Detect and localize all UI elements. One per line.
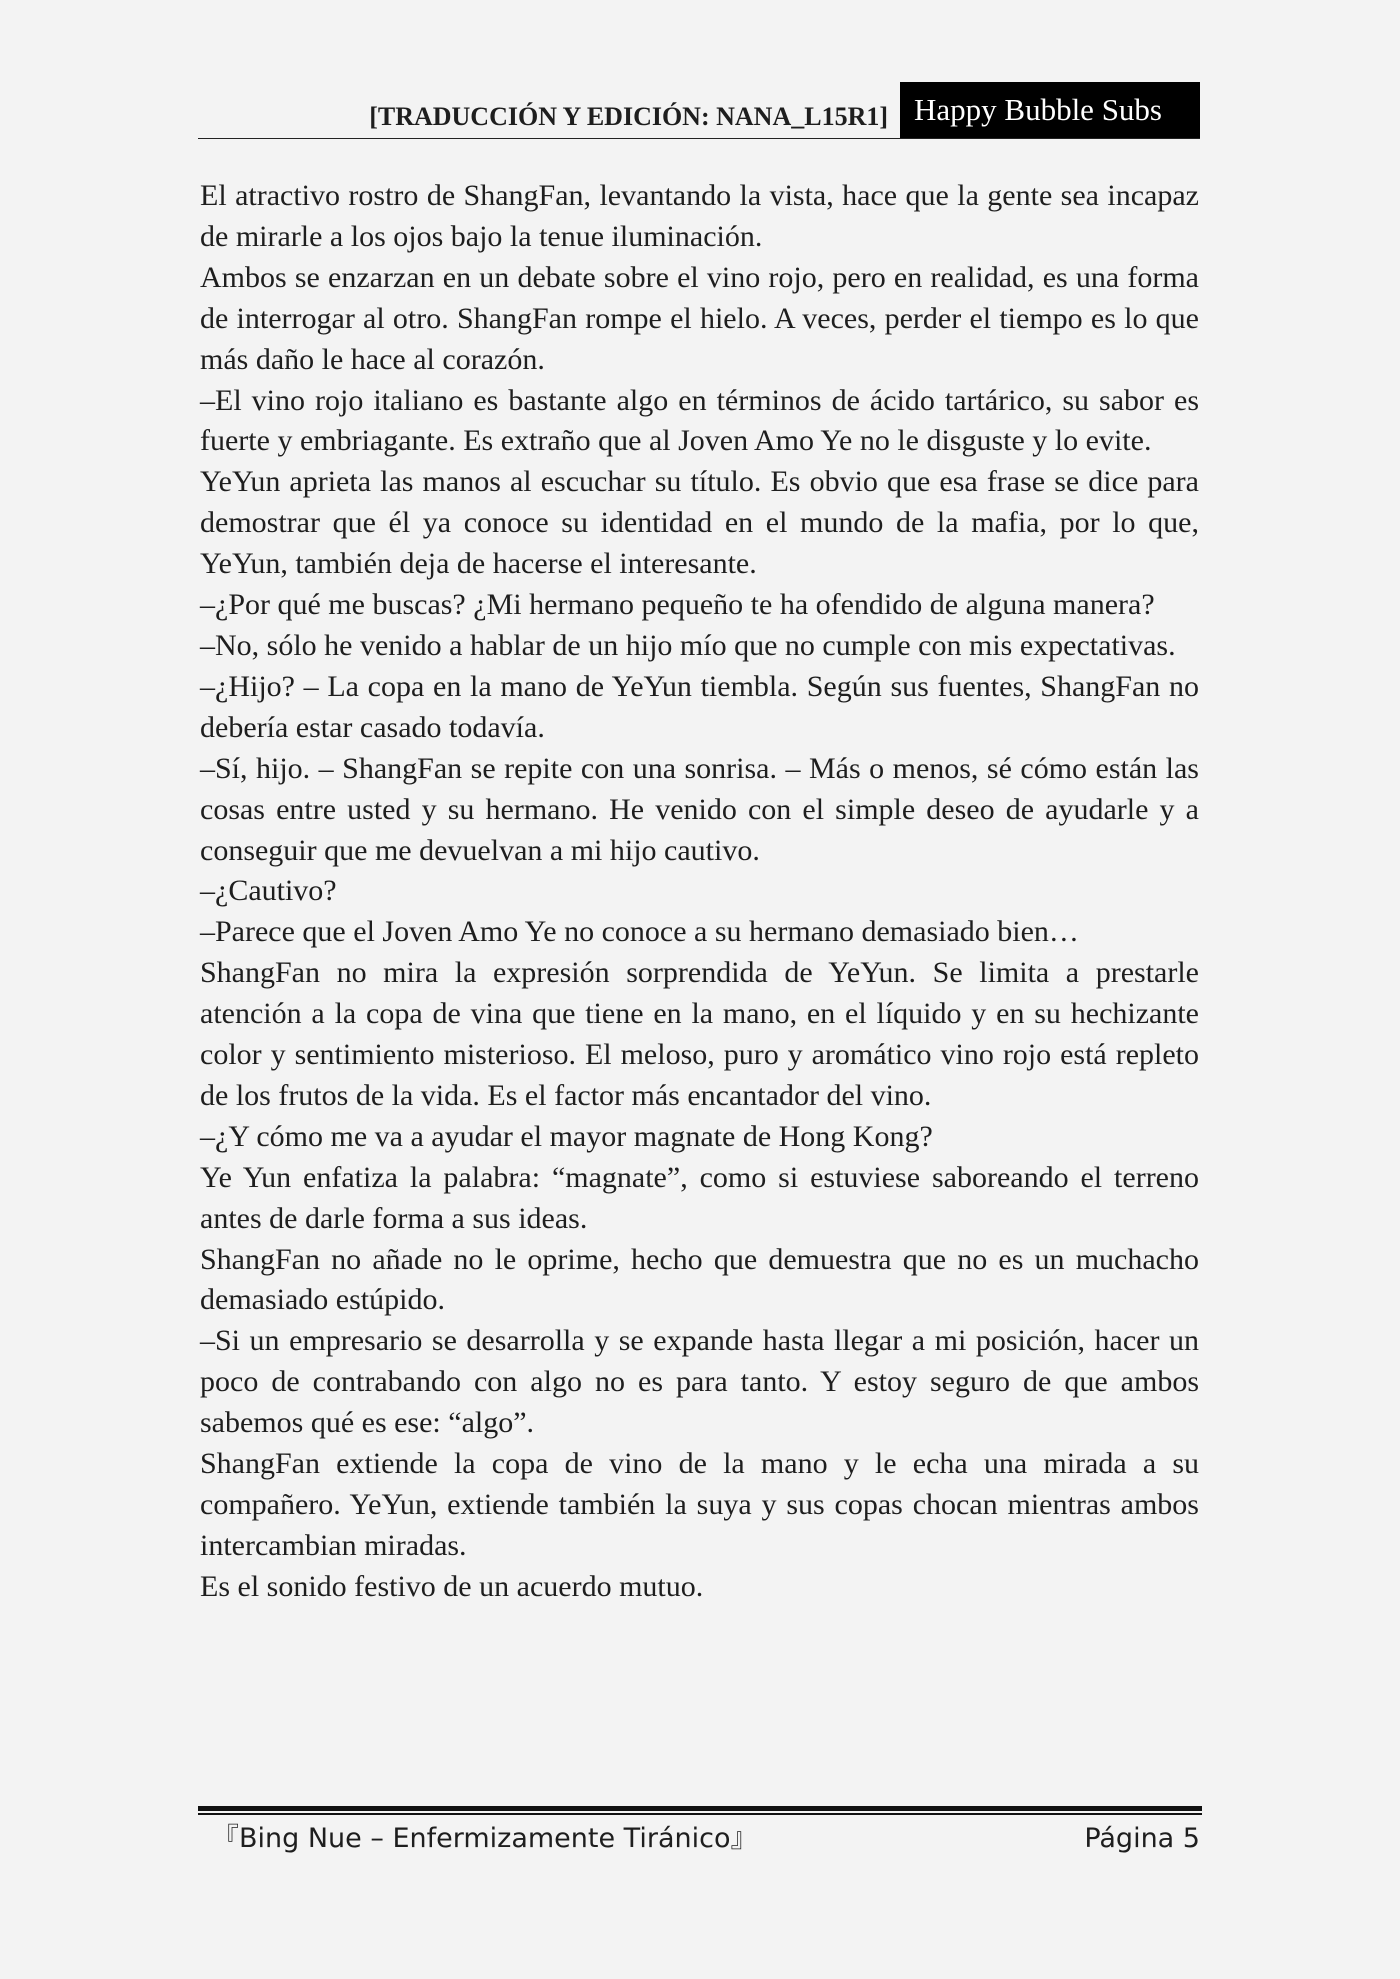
page-number: Página 5 [1084, 1823, 1200, 1854]
paragraph: El atractivo rostro de ShangFan, levantando la vista, hace que la gente sea incapaz de mirarle a los ojos bajo la tenue iluminación. [200, 179, 1199, 253]
paragraph: Ambos se enzarzan en un debate sobre el vino rojo, pero en realidad, es una forma de interrogar al otro. ShangFan rompe el hielo. A veces, perder el tiempo es lo que más daño le hace al corazón. [200, 260, 1199, 376]
paragraph: –¿Hijo? – La copa en la mano de YeYun tiembla. Según sus fuentes, ShangFan no debería estar casado todavía. [200, 669, 1199, 744]
paragraph: –¿Y cómo me va a ayudar el mayor magnate de Hong Kong? [200, 1119, 933, 1153]
footer-divider-thin [198, 1813, 1202, 1815]
paragraph: –El vino rojo italiano es bastante algo en términos de ácido tartárico, su sabor es fuerte y embriagante. Es extraño que al Joven Amo Ye no le disguste y lo evite. [200, 383, 1199, 458]
paragraph: ShangFan extiende la copa de vino de la mano y le echa una mirada a su compañero. YeYun, extiende también la suya y sus copas chocan mientras ambos intercambian miradas. [200, 1447, 1199, 1562]
paragraph: –Sí, hijo. – ShangFan se repite con una sonrisa. – Más o menos, sé cómo están las cosas entre usted y su hermano. He venido con el simple deseo de ayudarle y a conseguir que me devuelvan a mi hijo cautivo. [200, 751, 1199, 867]
paragraph: –No, sólo he venido a hablar de un hijo mío que no cumple con mis expectativas. [200, 628, 1176, 662]
paragraph: –Si un empresario se desarrolla y se expande hasta llegar a mi posición, hacer un poco de contrabando con algo no es para tanto. Y estoy seguro de que ambos sabemos qué es ese: “algo”. [200, 1324, 1199, 1440]
paragraph: ShangFan no añade no le oprime, hecho que demuestra que no es un muchacho demasiado estúpido. [200, 1242, 1199, 1317]
paragraph: Es el sonido festivo de un acuerdo mutuo. [200, 1569, 704, 1603]
translation-credit: [TRADUCCIÓN Y EDICIÓN: NANA_L15R1] [369, 102, 888, 131]
group-brand-label: Happy Bubble Subs [900, 82, 1200, 138]
footer-divider-thick [198, 1806, 1202, 1811]
paragraph: Ye Yun enfatiza la palabra: “magnate”, como si estuviese saboreando el terreno antes de darle forma a sus ideas. [200, 1160, 1199, 1235]
paragraph: YeYun aprieta las manos al escuchar su título. Es obvio que esa frase se dice para demostrar que él ya conoce su identidad en el mundo de la mafia, por lo que, YeYun, también deja de hacerse el interesante. [200, 465, 1199, 581]
body-text [200, 176, 1199, 1608]
paragraph: –¿Por qué me buscas? ¿Mi hermano pequeño te ha ofendido de alguna manera? [200, 588, 1155, 622]
book-title: 『Bing Nue – Enfermizamente Tiránico』 [212, 1823, 758, 1854]
paragraph: –¿Cautivo? [200, 874, 337, 908]
paragraph: –Parece que el Joven Amo Ye no conoce a su hermano demasiado bien… [200, 915, 1079, 949]
page-header [198, 82, 1200, 139]
paragraph: ShangFan no mira la expresión sorprendida de YeYun. Se limita a prestarle atención a la copa de vina que tiene en la mano, en el líquido y en su hechizante color y sentimiento misterioso. El meloso, puro y aromático vino rojo está repleto de los frutos de la vida. Es el factor más encantador del vino. [200, 956, 1199, 1112]
